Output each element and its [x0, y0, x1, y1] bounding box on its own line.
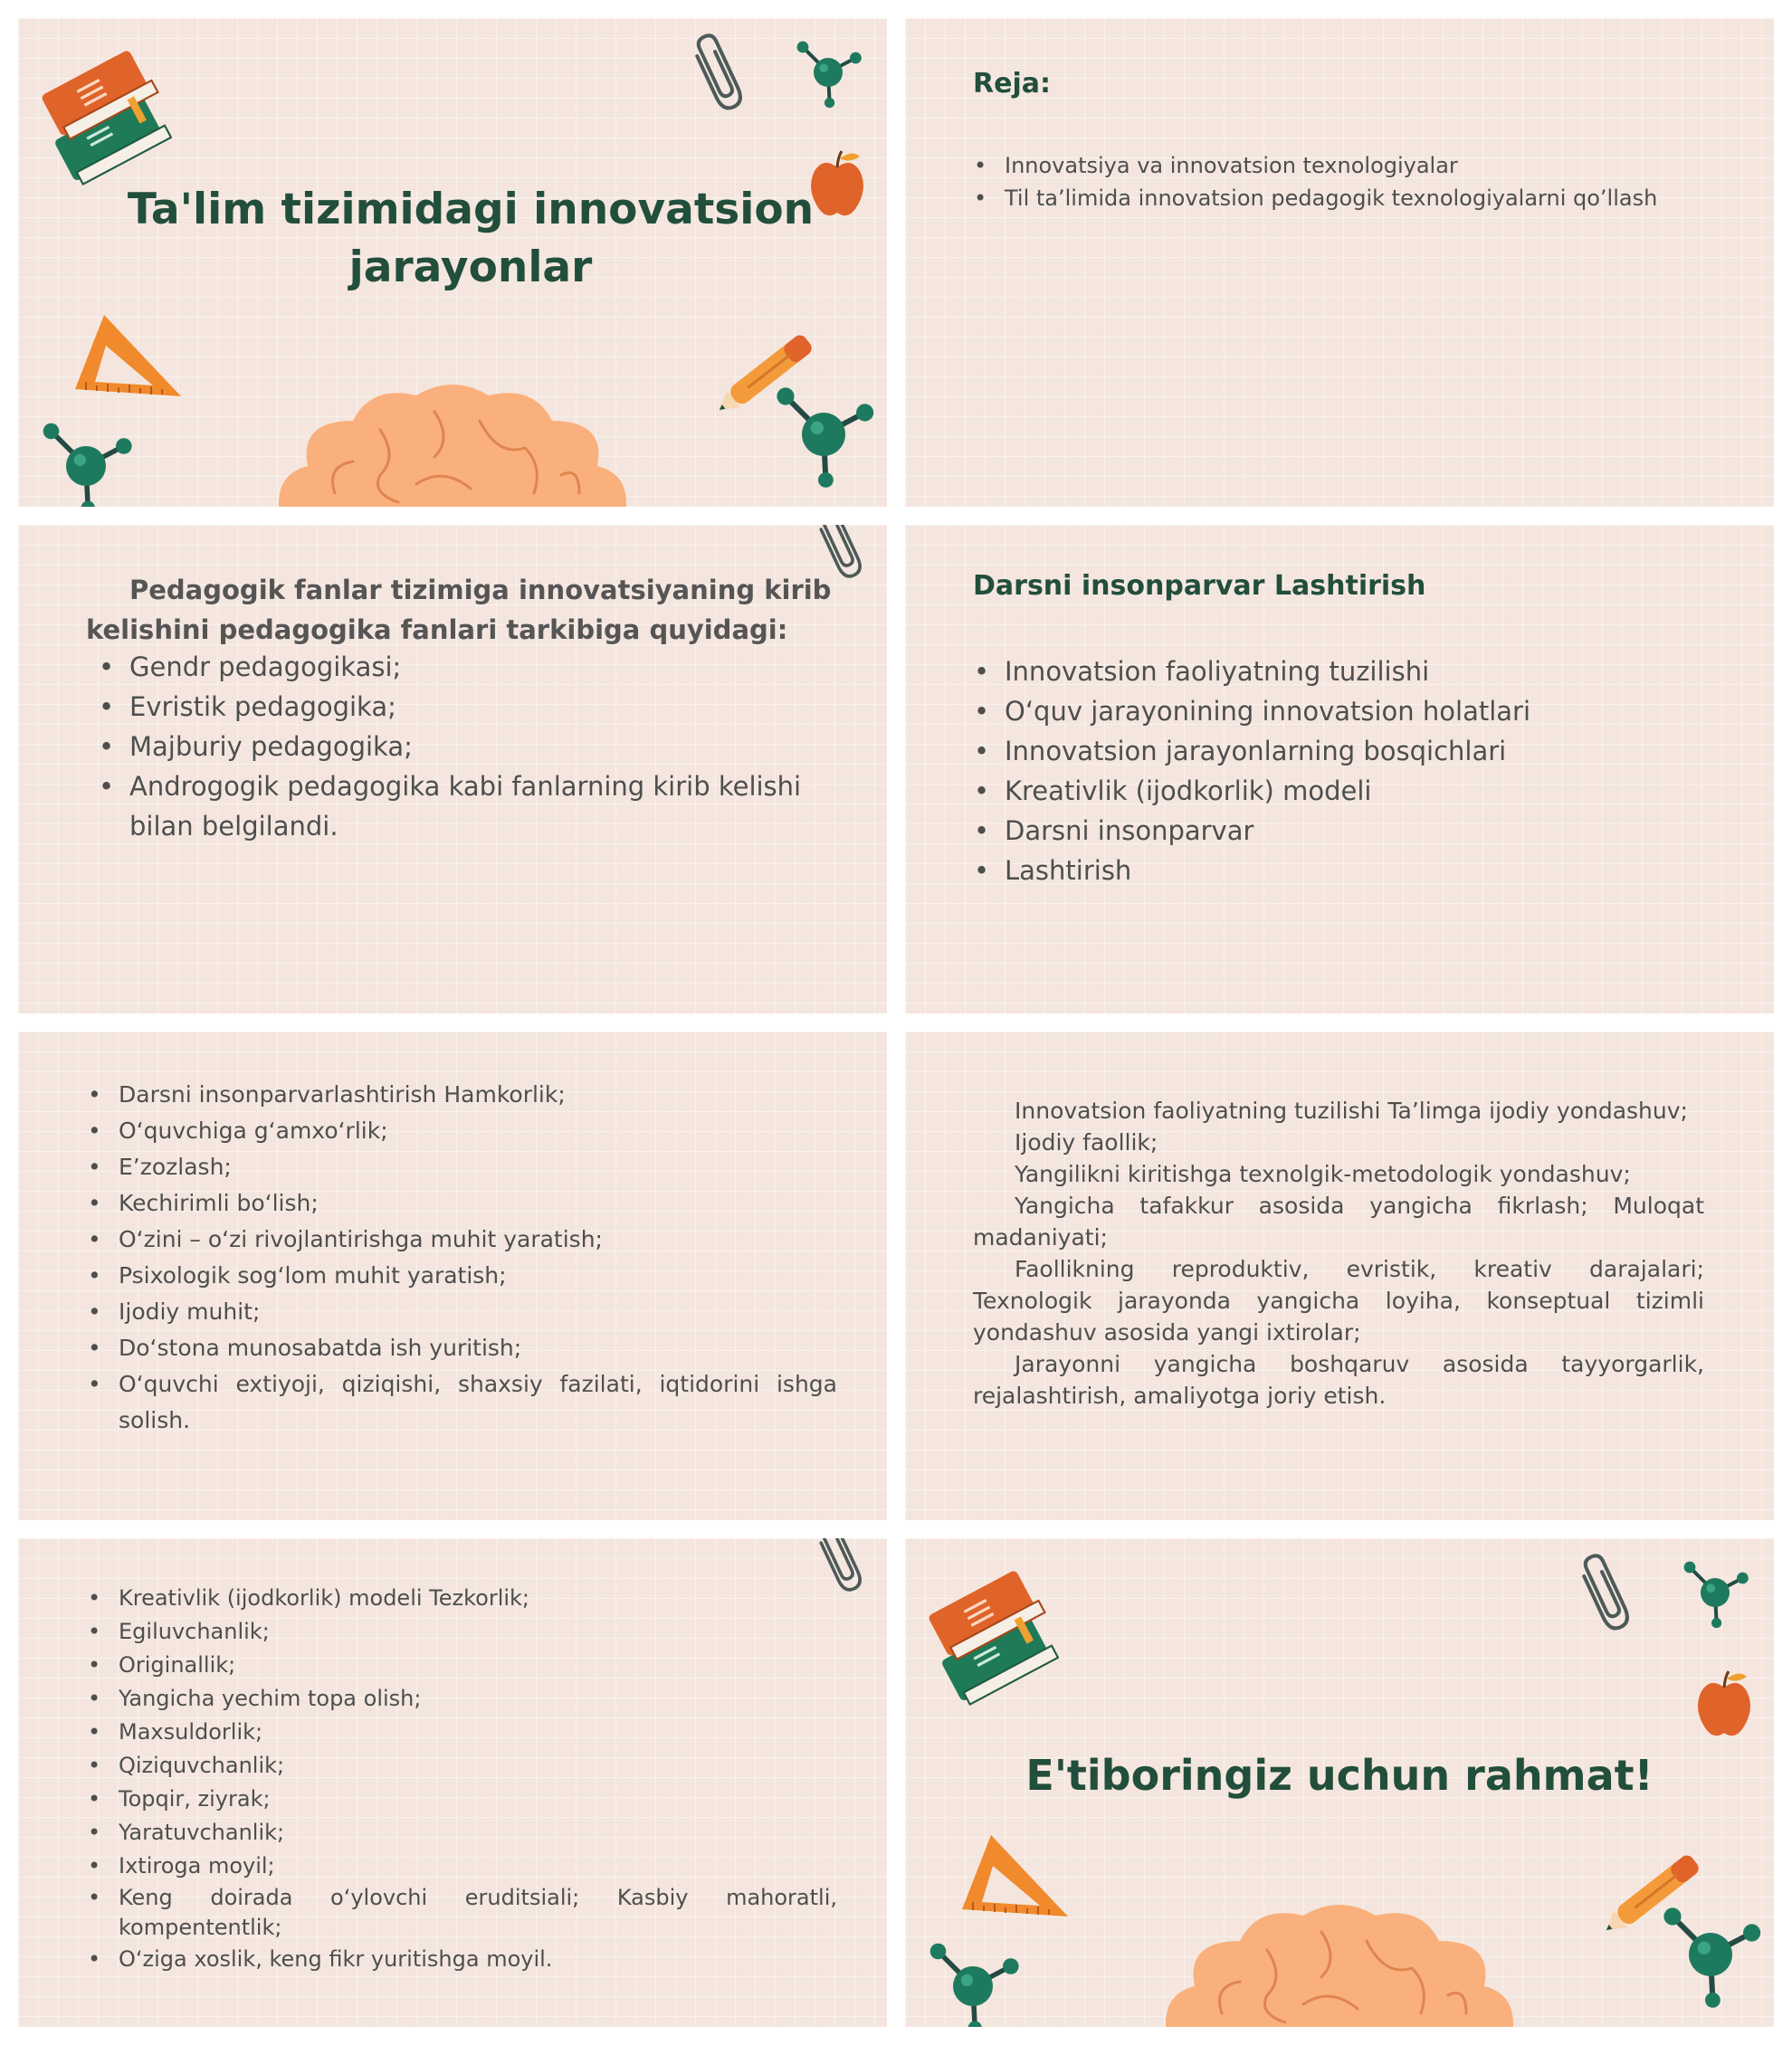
innovation-structure-text: [973, 1095, 1704, 1412]
paragraph: Ijodiy faollik;: [1015, 1129, 1158, 1156]
list-item: • Maxsuldorlik;: [119, 1716, 837, 1749]
molecule-icon: [1679, 1556, 1751, 1629]
paperclip-icon: [688, 31, 742, 121]
list-item: • Lashtirish: [1005, 851, 1729, 890]
molecule-icon: [923, 1936, 1023, 2027]
paragraph: Faollikning reproduktiv, evristik, kreativ darajalari; Texnologik jarayonda yangicha loyiha, konseptual tizimli yondashuv asosida yangi ixtirolar;: [973, 1256, 1704, 1346]
ruler-triangle-icon: [68, 306, 186, 414]
list-item: • Kechirimli bo‘lish;: [119, 1185, 837, 1222]
list-item: • O‘zini – o‘zi rivojlantirishga muhit yaratish;: [119, 1222, 837, 1258]
list-item: • Gendr pedagogikasi;: [129, 647, 837, 687]
pedagogy-intro: Pedagogik fanlar tizimiga innovatsiyaning kirib kelishini pedagogika fanlari tarkibiga quyidagi:: [86, 575, 832, 645]
humanization-details-list: [119, 1077, 837, 1439]
brain-icon: [272, 376, 634, 507]
slide-pedagogy: [18, 525, 887, 1013]
books-icon: [36, 36, 172, 199]
list-item: • Yangicha yechim topa olish;: [119, 1682, 837, 1716]
list-item: • Darsni insonparvar: [1005, 811, 1729, 851]
list-item: • Do‘stona munosabatda ish yuritish;: [119, 1330, 837, 1366]
list-item: • Evristik pedagogika;: [129, 687, 837, 727]
molecule-icon: [792, 36, 864, 109]
molecule-icon: [36, 416, 136, 507]
paragraph: Innovatsion faoliyatning tuzilishi Ta’limga ijodiy yondashuv;: [1015, 1098, 1688, 1124]
list-item: • Yaratuvchanlik;: [119, 1816, 837, 1850]
apple-icon: [805, 149, 869, 222]
slide-creativity: [18, 1538, 887, 2027]
plan-list: [1005, 149, 1729, 214]
list-item: • Kreativlik (ijodkorlik) modeli: [1005, 771, 1729, 811]
slide-plan: [905, 18, 1774, 507]
list-item: • Majburiy pedagogika;: [129, 727, 837, 766]
list-item: • Originallik;: [119, 1649, 837, 1682]
list-item: • O‘quv jarayonining innovatsion holatlari: [1005, 691, 1729, 731]
paragraph: Yangilikni kiritishga texnolgik-metodologik yondashuv;: [1015, 1161, 1631, 1187]
list-item: • Darsni insonparvarlashtirish Hamkorlik;: [119, 1077, 837, 1113]
slide-humanization-details: [18, 1032, 887, 1520]
list-item: • Innovatsion faoliyatning tuzilishi: [1005, 652, 1729, 691]
list-item: • Keng doirada o‘ylovchi eruditsiali; Kasbiy mahoratli, kompententlik;: [119, 1883, 837, 1943]
molecule-icon: [1656, 1900, 1765, 2009]
list-item: • O‘quvchi extiyoji, qiziqishi, shaxsiy fazilati, iqtidorini ishga solish.: [119, 1366, 837, 1439]
apple-icon: [1692, 1669, 1756, 1742]
list-item: • Innovatsion jarayonlarning bosqichlari: [1005, 731, 1729, 771]
slide-humanization: [905, 525, 1774, 1013]
list-item: • Ijodiy muhit;: [119, 1294, 837, 1330]
list-item: • Kreativlik (ijodkorlik) modeli Tezkorlik;: [119, 1582, 837, 1615]
paragraph: Yangicha tafakkur asosida yangicha fikrlash; Muloqat madaniyati;: [973, 1193, 1704, 1251]
humanization-list: [1005, 652, 1729, 890]
presentation-title: Ta'lim tizimidagi innovatsion jarayonlar: [127, 185, 815, 292]
list-item: • Ixtiroga moyil;: [119, 1850, 837, 1883]
list-item: • Innovatsiya va innovatsion texnologiyalar: [1005, 149, 1729, 182]
list-item: • Til ta’limida innovatsion pedagogik texnologiyalarni qo’llash: [1005, 182, 1729, 214]
molecule-icon: [769, 380, 878, 489]
books-icon: [923, 1556, 1059, 1719]
brain-icon: [1158, 1896, 1520, 2027]
creativity-list: [119, 1582, 837, 1976]
list-item: • Egiluvchanlik;: [119, 1615, 837, 1649]
paperclip-icon: [1575, 1551, 1629, 1641]
list-item: • O‘quvchiga g‘amxo‘rlik;: [119, 1113, 837, 1149]
list-item: • Androgogik pedagogika kabi fanlarning kirib kelishi bilan belgilandi.: [129, 766, 837, 846]
thanks-title: E'tiboringiz uchun rahmat!: [1025, 1751, 1654, 1800]
list-item: • Topqir, ziyrak;: [119, 1783, 837, 1816]
list-item: • Qiziquvchanlik;: [119, 1749, 837, 1783]
pedagogy-list: [129, 647, 837, 846]
ruler-triangle-icon: [955, 1826, 1072, 1935]
paragraph: Jarayonni yangicha boshqaruv asosida tayyorgarlik, rejalashtirish, amaliyotga joriy etish.: [973, 1351, 1704, 1409]
list-item: • Psixologik sog‘lom muhit yaratish;: [119, 1258, 837, 1294]
humanization-heading: Darsni insonparvar Lashtirish: [973, 570, 1426, 602]
slide-title: [18, 18, 887, 507]
slide-innovation-structure: [905, 1032, 1774, 1520]
slide-thanks: [905, 1538, 1774, 2027]
plan-heading: Reja:: [973, 68, 1051, 100]
list-item: • O‘ziga xoslik, keng fikr yuritishga moyil.: [119, 1943, 837, 1976]
list-item: • E’zozlash;: [119, 1149, 837, 1185]
